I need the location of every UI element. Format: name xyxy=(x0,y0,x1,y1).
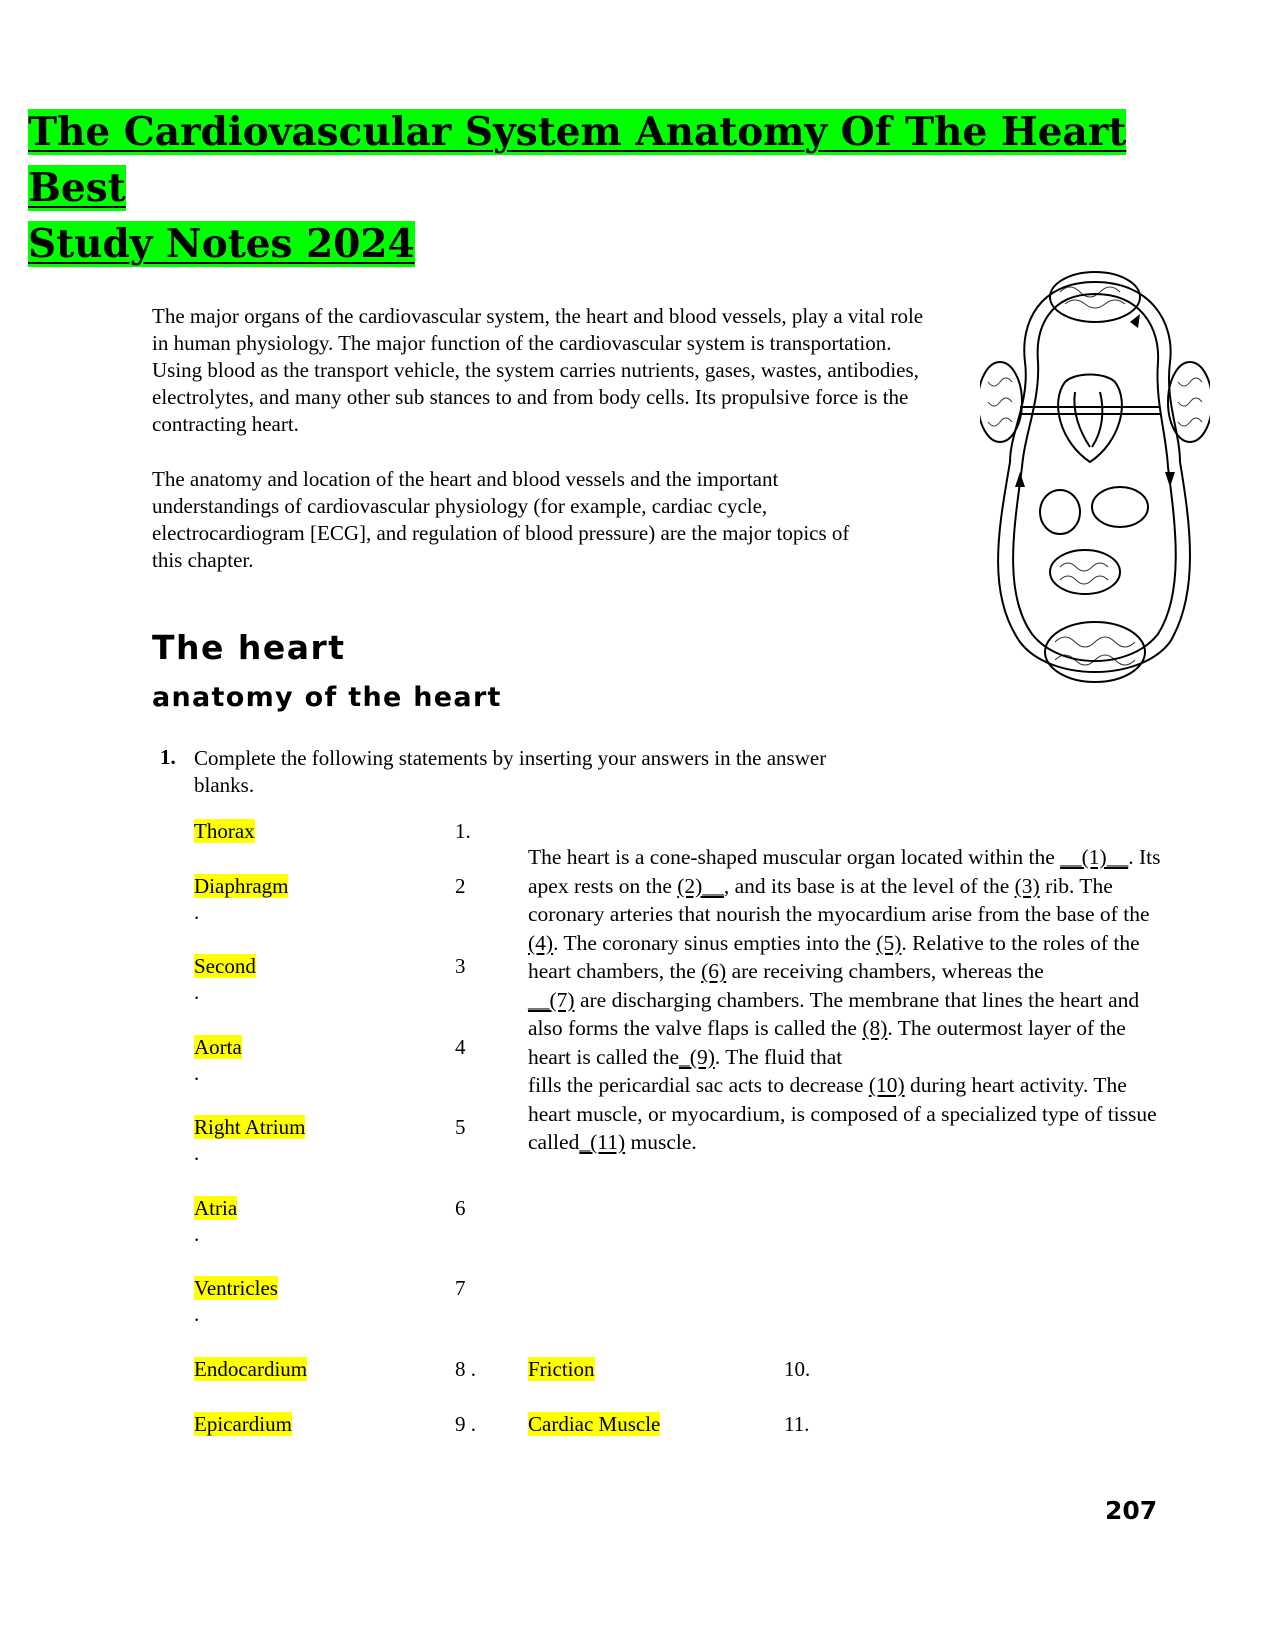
title-line-1: The Cardiovascular System Anatomy Of The Heart Best xyxy=(28,109,1127,211)
blank-7: __(7) xyxy=(528,987,575,1012)
answer-number-8: 8 . xyxy=(455,1357,476,1381)
answer-9: Epicardium xyxy=(194,1412,292,1436)
answer-dot-7: . xyxy=(194,1302,200,1326)
heading-the-heart: The heart xyxy=(152,628,346,667)
blank-8: (8) xyxy=(862,1016,888,1040)
blank-1: __(1)__ xyxy=(1060,845,1129,869)
answer-4: Aorta xyxy=(194,1035,242,1059)
circulation-diagram xyxy=(980,262,1210,702)
answer-10: Friction xyxy=(528,1357,595,1381)
blank-11: _(11) xyxy=(579,1130,626,1154)
question-text: Complete the following statements by inserting your answers in the answer blanks. xyxy=(194,746,827,797)
answer-8: Endocardium xyxy=(194,1357,308,1381)
answer-1: Thorax xyxy=(194,819,255,843)
answer-dot-3: . xyxy=(194,980,200,1004)
fill-in-passage: The heart is a cone-shaped muscular organ located within the __(1)__. Its apex rests on the (2)__, and its base is at the level of the (3) rib. The coronary arteries that nourish the myocardium arise from the base of the (4). The coronary sinus empties into the (5). Relative to the roles of the heart chambers, the (6) are receiving chambers, whereas the __(7) are discharging chambers. The membrane that lines the heart and also forms the valve flaps is called the (8). The outermost layer of the heart is called the_(9). The fluid that fills the pericardial sac acts to decrease (10) during heart activity. The heart muscle, or myocardium, is composed of a specialized type of tissue called_(11) muscle. xyxy=(528,845,1161,1154)
answer-number-5: 5 xyxy=(455,1115,466,1139)
answer-dot-4: . xyxy=(194,1061,200,1085)
answer-number-9: 9 . xyxy=(455,1412,476,1436)
answer-dot-5: . xyxy=(194,1141,200,1165)
answer-number-10: 10. xyxy=(784,1357,811,1381)
page-title xyxy=(28,104,1208,272)
blank-9: _(9) xyxy=(679,1044,715,1069)
answer-dot-2: . xyxy=(194,900,200,924)
intro-paragraph-1: The major organs of the cardiovascular system, the heart and blood vessels, play a vital role in human physiology. The major function of the cardiovascular system is transportation. Using blood as the transport vehicle, the system carries nutrients, gases, wastes, antibodies, electrolytes, and many other sub stances to and from body cells. Its propulsive force is the contracting heart. xyxy=(152,304,924,436)
answer-number-4: 4 xyxy=(455,1035,466,1059)
blank-3: (3) xyxy=(1014,873,1040,898)
answer-number-2: 2 xyxy=(455,874,466,898)
answer-number-7: 7 xyxy=(455,1276,466,1300)
title-line-2: Study Notes 2024 xyxy=(28,221,415,267)
answer-number-6: 6 xyxy=(455,1196,466,1220)
blank-6: (6) xyxy=(701,959,727,983)
answer-3: Second xyxy=(194,954,256,978)
answer-2: Diaphragm xyxy=(194,874,289,898)
answer-number-3: 3 xyxy=(455,954,466,978)
blank-2: (2)__ xyxy=(677,873,724,898)
blank-10: (10) xyxy=(868,1073,905,1097)
answer-7: Ventricles xyxy=(194,1276,278,1300)
question-number: 1. xyxy=(160,745,176,769)
intro-paragraph-2: The anatomy and location of the heart and blood vessels and the important understandings of cardiovascular physiology (for example, cardiac cycle, electrocardiogram [ECG], and regulation of blood pressure) are the major topics of this chapter. xyxy=(152,467,850,572)
answer-dot-6: . xyxy=(194,1222,200,1246)
page-number: 207 xyxy=(1105,1496,1158,1525)
blank-4: (4) xyxy=(528,930,554,955)
answer-number-11: 11. xyxy=(784,1412,810,1436)
answer-number-1: 1. xyxy=(455,819,471,843)
answer-5: Right Atrium xyxy=(194,1115,306,1139)
answer-6: Atria xyxy=(194,1196,238,1220)
heading-anatomy: anatomy of the heart xyxy=(152,682,502,713)
blank-5: (5) xyxy=(876,930,902,955)
answer-11: Cardiac Muscle xyxy=(528,1412,661,1436)
